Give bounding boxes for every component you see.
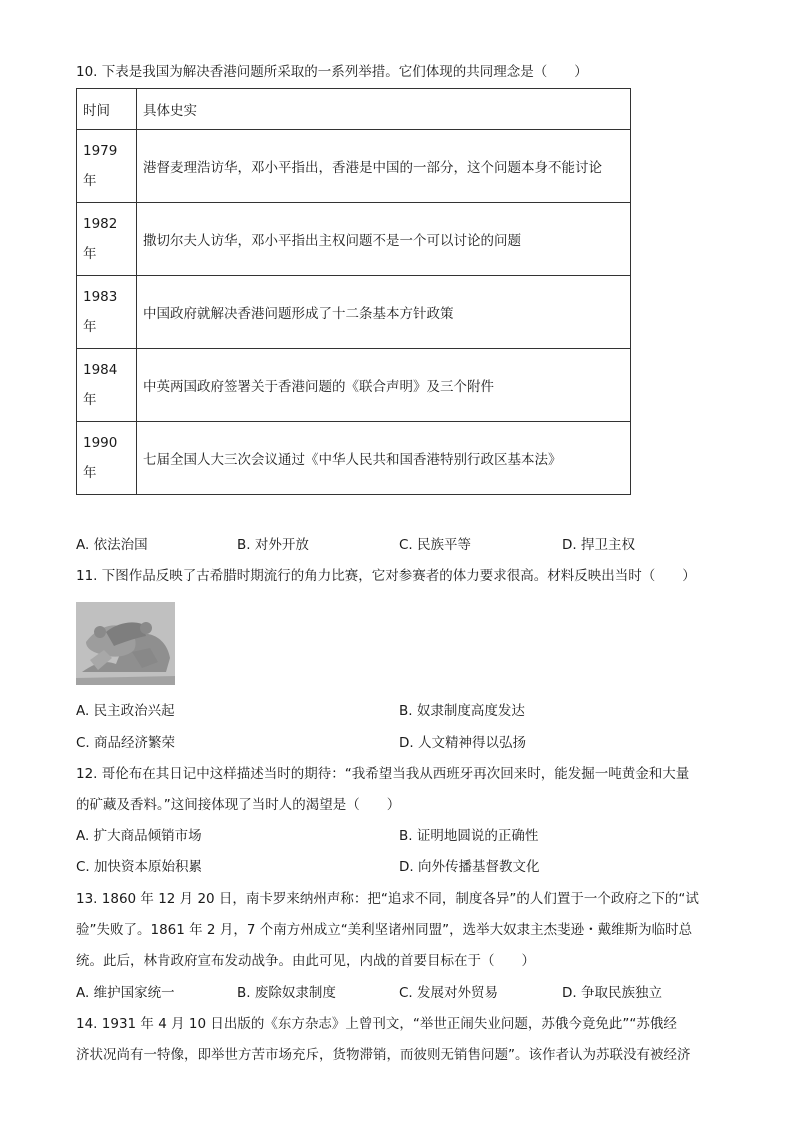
q10-option-a: A. 依法治国	[76, 537, 148, 553]
year-cell	[77, 130, 137, 203]
fact-cell: 中国政府就解决香港问题形成了十二条基本方针政策	[137, 276, 631, 349]
header-fact: 具体史实	[137, 89, 631, 130]
year-number: 1983	[83, 289, 118, 305]
table-row	[77, 349, 631, 422]
q10-option-d: D. 捍卫主权	[562, 537, 635, 553]
header-time: 时间	[77, 89, 137, 130]
q12-stem-line2: 的矿藏及香料。”这间接体现了当时人的渴望是（ ）	[76, 797, 401, 813]
q10-option-b: B. 对外开放	[237, 537, 309, 553]
year-number: 1990	[83, 435, 118, 451]
year-unit: 年	[83, 319, 97, 335]
fact-cell: 七届全国人大三次会议通过《中华人民共和国香港特别行政区基本法》	[137, 422, 631, 495]
q12-option-d: D. 向外传播基督教文化	[399, 859, 540, 875]
year-unit: 年	[83, 465, 97, 481]
q13-stem-line3: 统。此后，林肯政府宣布发动战争。由此可见，内战的首要目标在于（ ）	[76, 953, 535, 969]
q10-stem: 10. 下表是我国为解决香港问题所采取的一系列举措。它们体现的共同理念是（ ）	[76, 64, 588, 80]
q13-option-b: B. 废除奴隶制度	[237, 985, 336, 1001]
year-cell	[77, 422, 137, 495]
year-cell	[77, 203, 137, 276]
q13-option-d: D. 争取民族独立	[562, 985, 662, 1001]
q11-option-a: A. 民主政治兴起	[76, 703, 175, 719]
wrestling-relief-image	[76, 602, 175, 685]
table-header-row	[77, 89, 631, 130]
q13-option-c: C. 发展对外贸易	[399, 985, 499, 1001]
q12-option-b: B. 证明地圆说的正确性	[399, 828, 539, 844]
q12-stem-line1: 12. 哥伦布在其日记中这样描述当时的期待：“我希望当我从西班牙再次回来时，能发掘一吨黄金和大量	[76, 766, 690, 782]
year-number: 1984	[83, 362, 118, 378]
q12-option-c: C. 加快资本原始积累	[76, 859, 203, 875]
year-unit: 年	[83, 246, 97, 262]
q13-stem-line2: 验”失败了。1861 年 2 月，7 个南方州成立“美利坚诸州同盟”，选举大奴隶主杰斐逊・戴维斯为临时总	[76, 922, 693, 938]
q12-option-a: A. 扩大商品倾销市场	[76, 828, 202, 844]
year-cell	[77, 276, 137, 349]
q10-table	[76, 88, 631, 495]
q11-option-c: C. 商品经济繁荣	[76, 735, 176, 751]
q11-option-d: D. 人文精神得以弘扬	[399, 735, 526, 751]
q13-stem-line1: 13. 1860 年 12 月 20 日，南卡罗来纳州声称：把“追求不同，制度各异”的人们置于一个政府之下的“试	[76, 891, 699, 907]
table-row	[77, 130, 631, 203]
q13-option-a: A. 维护国家统一	[76, 985, 175, 1001]
q10-option-c: C. 民族平等	[399, 537, 472, 553]
year-unit: 年	[83, 392, 97, 408]
table-row	[77, 276, 631, 349]
year-cell	[77, 349, 137, 422]
year-unit: 年	[83, 173, 97, 189]
fact-cell: 撒切尔夫人访华，邓小平指出主权问题不是一个可以讨论的问题	[137, 203, 631, 276]
q14-stem-line1: 14. 1931 年 4 月 10 日出版的《东方杂志》上曾刊文，“举世正闹失业问题，苏俄今竟免此”“苏俄经	[76, 1016, 677, 1032]
fact-cell: 港督麦理浩访华，邓小平指出，香港是中国的一部分，这个问题本身不能讨论	[137, 130, 631, 203]
year-number: 1982	[83, 216, 118, 232]
q14-stem-line2: 济状况尚有一特像，即举世方苦市场充斥，货物滞销，而彼则无销售问题”。该作者认为苏联没有被经济	[76, 1047, 691, 1063]
q11-stem: 11. 下图作品反映了古希腊时期流行的角力比赛，它对参赛者的体力要求很高。材料反映出当时（ ）	[76, 568, 696, 584]
wrestling-relief-icon	[76, 602, 175, 685]
year-number: 1979	[83, 143, 118, 159]
table-row	[77, 422, 631, 495]
fact-cell: 中英两国政府签署关于香港问题的《联合声明》及三个附件	[137, 349, 631, 422]
table-row	[77, 203, 631, 276]
q11-option-b: B. 奴隶制度高度发达	[399, 703, 525, 719]
